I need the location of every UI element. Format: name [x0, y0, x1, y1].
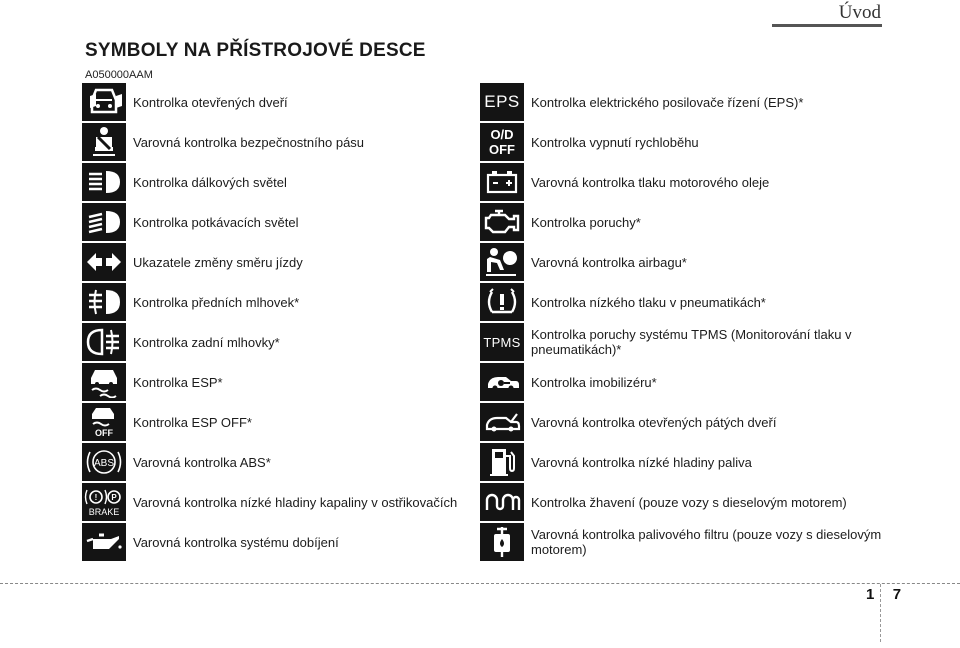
abs-icon: [82, 443, 126, 481]
oil-can-icon: [82, 523, 126, 561]
list-item: [82, 162, 472, 202]
list-item-label: Varovná kontrolka airbagu*: [531, 254, 687, 270]
high-beam-icon: [82, 163, 126, 201]
page-title: SYMBOLY NA PŘÍSTROJOVÉ DESCE: [85, 40, 426, 61]
immobilizer-icon: [480, 363, 524, 401]
list-item-label: Kontrolka potkávacích světel: [133, 214, 299, 230]
glow-plug-icon: [480, 483, 524, 521]
list-item-label: Kontrolka vypnutí rychloběhu: [531, 134, 699, 150]
page-number: [866, 586, 901, 603]
right-symbol-list: [480, 82, 900, 562]
brake-text: BRAKE: [88, 507, 120, 517]
list-item-label: Kontrolka poruchy*: [531, 214, 641, 230]
list-item: [480, 442, 900, 482]
engine-icon: [480, 203, 524, 241]
list-item: [480, 522, 900, 562]
list-item-label: Varovná kontrolka ABS*: [133, 454, 271, 470]
battery-icon: [480, 163, 524, 201]
list-item: [480, 282, 900, 322]
list-item-label: Varovná kontrolka otevřených pátých dveří: [531, 414, 777, 430]
list-item-label: Varovná kontrolka tlaku motorového oleje: [531, 174, 770, 190]
low-beam-icon: [82, 203, 126, 241]
abs-text: ABS: [93, 458, 115, 469]
list-item-label: Kontrolka ESP*: [133, 374, 223, 390]
list-item: [82, 82, 472, 122]
footer-divider: [0, 583, 960, 584]
front-fog-icon: [82, 283, 126, 321]
trunk-open-icon: [480, 403, 524, 441]
list-item: [82, 282, 472, 322]
list-item: [480, 362, 900, 402]
list-item-label: Kontrolka nízkého tlaku v pneumatikách*: [531, 294, 766, 310]
list-item: [82, 322, 472, 362]
list-item-label: Kontrolka žhavení (pouze vozy s dieselovým motorem): [531, 494, 847, 510]
esp-off-icon: [82, 403, 126, 441]
list-item-label: Varovná kontrolka bezpečnostního pásu: [133, 134, 365, 150]
page-number-value: 7: [892, 586, 902, 603]
list-item-label: Kontrolka předních mlhovek*: [133, 294, 300, 310]
door-open-icon: [82, 83, 126, 121]
list-item-label: Kontrolka otevřených dveří: [133, 94, 288, 110]
list-item: [82, 122, 472, 162]
tpms-icon: TPMS: [480, 323, 524, 361]
list-item-label: Varovná kontrolka nízké hladiny paliva: [531, 454, 752, 470]
list-item: [480, 122, 900, 162]
turn-signal-icon: [82, 243, 126, 281]
list-item-label: Kontrolka ESP OFF*: [133, 414, 252, 430]
list-item: [82, 202, 472, 242]
list-item-label: Kontrolka imobilizéru*: [531, 374, 657, 390]
list-item-label: Kontrolka poruchy systému TPMS (Monitorování tlaku v pneumatikách)*: [531, 327, 852, 357]
list-item: [480, 482, 900, 522]
header-rule: [772, 24, 882, 27]
list-item-label: Varovná kontrolka palivového filtru (pouze vozy s dieselovým motorem): [531, 527, 882, 557]
list-item: [480, 202, 900, 242]
list-item: [480, 82, 900, 122]
esp-icon: [82, 363, 126, 401]
tire-pressure-icon: [480, 283, 524, 321]
list-item: [480, 322, 900, 362]
seatbelt-icon: [82, 123, 126, 161]
list-item: [480, 402, 900, 442]
list-item-label: Varovná kontrolka systému dobíjení: [133, 534, 339, 550]
list-item-label: Kontrolka elektrického posilovače řízení (EPS)*: [531, 94, 804, 110]
list-item: [82, 522, 472, 562]
list-item: [480, 242, 900, 282]
list-item-label: Kontrolka zadní mlhovky*: [133, 334, 280, 350]
brake-icon: [82, 483, 126, 521]
airbag-icon: [480, 243, 524, 281]
od-off-icon: O/D OFF: [480, 123, 524, 161]
list-item-label: Varovná kontrolka nízké hladiny kapaliny v ostřikovačích: [133, 494, 458, 510]
list-item: [82, 242, 472, 282]
doc-code: A050000AAM: [85, 69, 153, 81]
list-item: [82, 442, 472, 482]
chapter-number: 1: [866, 586, 875, 603]
rear-fog-icon: [82, 323, 126, 361]
list-item: [480, 162, 900, 202]
svg-text:P: P: [111, 493, 117, 502]
esp-off-text: OFF: [95, 428, 113, 438]
header-section: Úvod: [838, 2, 881, 23]
svg-text:!: !: [94, 493, 98, 502]
list-item: [82, 482, 472, 522]
list-item-label: Ukazatele změny směru jízdy: [133, 254, 303, 270]
list-item: [82, 402, 472, 442]
fuel-filter-icon: [480, 523, 524, 561]
fuel-pump-icon: [480, 443, 524, 481]
list-item: [82, 362, 472, 402]
eps-icon: EPS: [480, 83, 524, 121]
left-symbol-list: [82, 82, 472, 562]
list-item-label: Kontrolka dálkových světel: [133, 174, 287, 190]
